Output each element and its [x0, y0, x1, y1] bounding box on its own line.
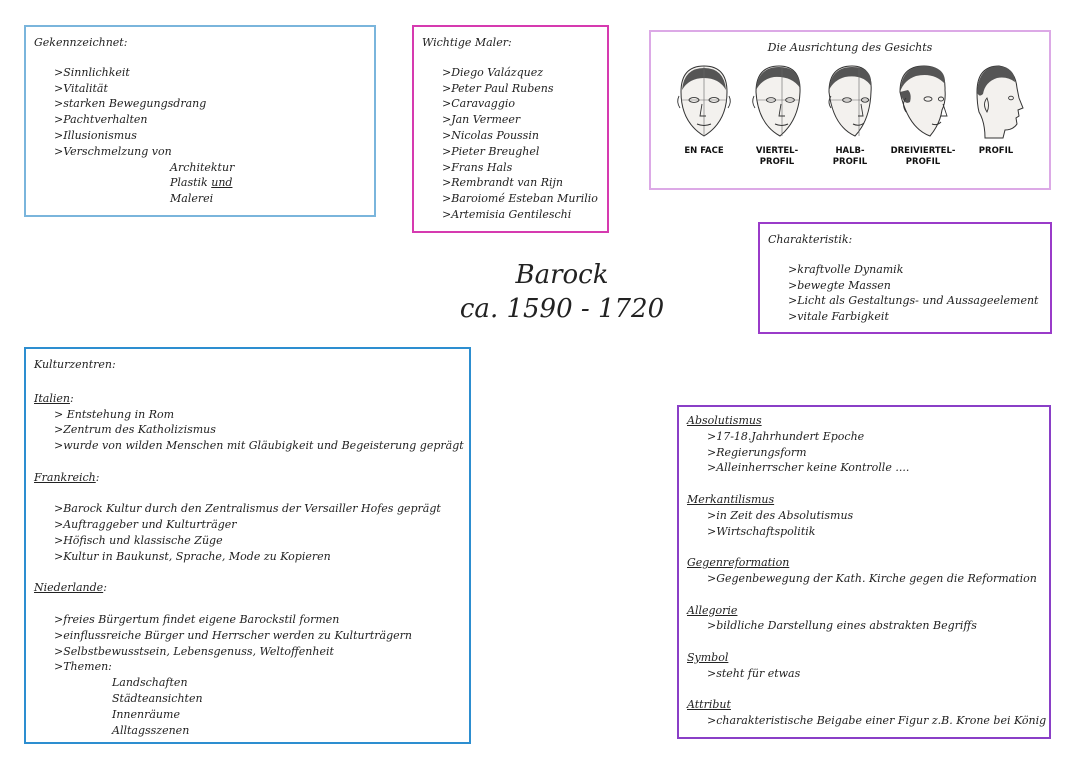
gesicht-heading: Die Ausrichtung des Gesichts	[767, 41, 933, 54]
list-item: >bewegte Massen	[788, 278, 891, 292]
face-label: HALB- PROFIL	[832, 146, 868, 167]
sub-item: Architektur	[170, 160, 235, 174]
face-label: PROFIL	[978, 146, 1014, 156]
list-item: >Pieter Breughel	[442, 144, 540, 158]
list-item: >Barock Kultur durch den Zentralismus der Versailler Hofes geprägt	[54, 502, 441, 516]
title-block	[430, 258, 694, 326]
sub-item: Plastik und	[170, 176, 233, 190]
maler-heading: Wichtige Maler:	[422, 36, 512, 49]
page-subtitle: ca. 1590 - 1720	[459, 294, 665, 324]
list-item: >Kultur in Baukunst, Sprache, Mode zu Kopieren	[54, 549, 331, 563]
face-three-quarter	[890, 62, 956, 168]
list-item: >charakteristische Beigabe einer Figur z.B. Krone bei König	[707, 714, 1047, 728]
list-item: >Sinnlichkeit	[54, 65, 130, 79]
list-item: >vitale Farbigkeit	[788, 310, 889, 324]
list-item: >bildliche Darstellung eines abstrakten Begriffs	[707, 619, 977, 633]
term-gegenreformation: Gegenreformation	[687, 556, 790, 570]
sub-item: Alltagsszenen	[112, 723, 190, 737]
list-item: >Verschmelzung von	[54, 144, 172, 158]
list-item: > Entstehung in Rom	[54, 407, 175, 421]
kulturzentren-box	[24, 347, 471, 744]
sub-item: Innenräume	[112, 707, 180, 721]
list-item: >Regierungsform	[707, 445, 807, 459]
face-half	[817, 62, 883, 168]
list-item: >einflussreiche Bürger und Herrscher werden zu Kulturträgern	[54, 628, 412, 642]
kulturzentren-heading: Kulturzentren:	[34, 358, 116, 371]
list-item: >Licht als Gestaltungs- und Aussageelement	[788, 294, 1039, 308]
term-absolutismus: Absolutismus	[687, 414, 762, 427]
term-symbol: Symbol	[687, 650, 729, 664]
list-item: >starken Bewegungsdrang	[54, 97, 207, 111]
list-item: >Zentrum des Katholizismus	[54, 423, 216, 437]
face-profile-icon	[963, 62, 1029, 142]
list-item: >freies Bürgertum findet eigene Barockstil formen	[54, 612, 340, 626]
sub-item: Städteansichten	[112, 691, 203, 705]
gesicht-box	[649, 30, 1051, 190]
list-item: >Gegenbewegung der Kath. Kirche gegen die Reformation	[707, 571, 1037, 585]
face-front	[671, 62, 737, 157]
list-item: >Themen:	[54, 660, 112, 674]
list-item: >Jan Vermeer	[442, 113, 521, 127]
gekennzeichnet-heading: Gekennzeichnet:	[34, 36, 128, 49]
face-label: EN FACE	[684, 146, 724, 156]
list-item: >Illusionismus	[54, 128, 137, 142]
list-item: >steht für etwas	[707, 666, 801, 680]
list-item: >Frans Hals	[442, 160, 513, 174]
page-title: Barock	[515, 260, 609, 290]
list-item: >Wirtschaftspolitik	[707, 524, 816, 538]
list-item: >wurde von wilden Menschen mit Gläubigkeit und Begeisterung geprägt	[54, 439, 464, 453]
list-item: >Auftraggeber und Kulturträger	[54, 518, 237, 532]
list-item: >Selbstbewusstsein, Lebensgenuss, Weltoffenheit	[54, 644, 334, 658]
list-item: >Diego Valázquez	[442, 65, 544, 79]
section-italien-label: Italien:	[34, 391, 74, 405]
face-profile	[963, 62, 1029, 157]
term-attribut: Attribut	[687, 698, 731, 712]
face-quarter-icon	[744, 62, 810, 142]
list-item: >in Zeit des Absolutismus	[707, 508, 854, 522]
maler-box	[412, 25, 609, 233]
list-item: >Rembrandt van Rijn	[442, 176, 563, 190]
list-item: >Artemisia Gentileschi	[442, 207, 572, 221]
charakteristik-box	[758, 222, 1052, 334]
term-merkantilismus: Merkantilismus	[687, 492, 775, 506]
face-front-icon	[671, 62, 737, 142]
charakteristik-heading: Charakteristik:	[768, 233, 853, 246]
list-item: >Peter Paul Rubens	[442, 81, 554, 95]
face-quarter	[744, 62, 810, 168]
term-allegorie: Allegorie	[687, 603, 738, 617]
gekennzeichnet-box	[24, 25, 376, 217]
list-item: >Vitalität	[54, 81, 108, 95]
list-item: >Alleinherrscher keine Kontrolle ....	[707, 461, 910, 475]
list-item: >Höfisch und klassische Züge	[54, 533, 223, 547]
list-item: >Caravaggio	[442, 97, 516, 111]
section-frankreich-label: Frankreich:	[34, 470, 100, 484]
face-label: VIERTEL- PROFIL	[755, 146, 799, 167]
face-half-icon	[817, 62, 883, 142]
sub-item: Landschaften	[112, 676, 188, 690]
faces-row	[671, 62, 1029, 172]
list-item: >Nicolas Poussin	[442, 128, 539, 142]
list-item: >Baroiomé Esteban Murilio	[442, 192, 598, 206]
face-three-quarter-icon	[890, 62, 956, 142]
list-item: >kraftvolle Dynamik	[788, 262, 904, 276]
begriffe-box	[677, 405, 1051, 739]
sub-item: Malerei	[170, 192, 214, 206]
face-label: DREIVIERTEL- PROFIL	[890, 146, 956, 167]
list-item: >17-18.Jahrhundert Epoche	[707, 429, 865, 443]
list-item: >Pachtverhalten	[54, 113, 148, 127]
section-niederlande-label: Niederlande:	[34, 581, 107, 595]
